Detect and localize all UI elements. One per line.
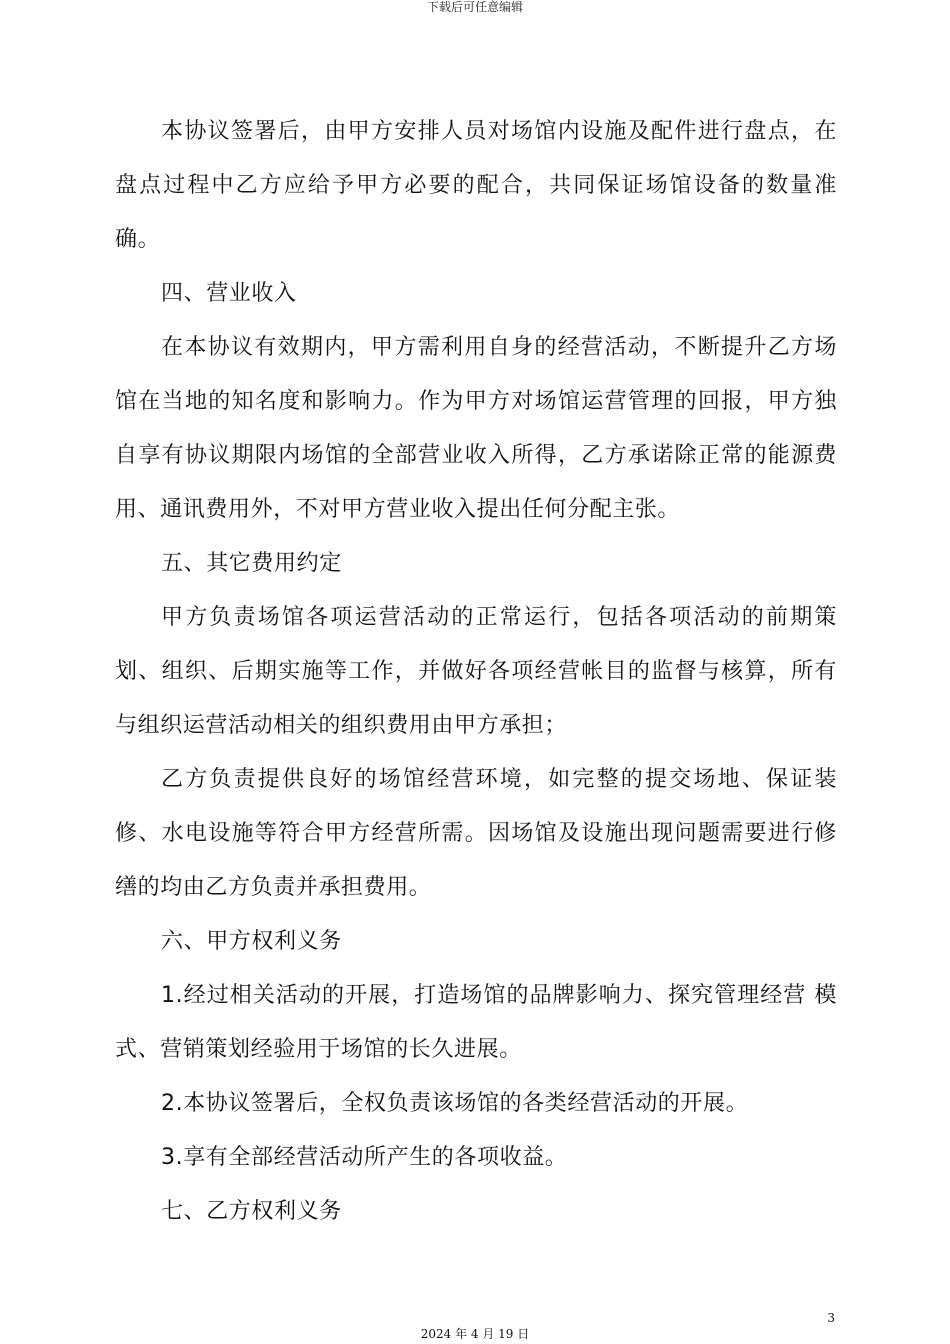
list-item-party-a-1: 1.经过相关活动的开展，打造场馆的品牌影响力、探究管理经营 模式、营销策划经验用于场馆的长久进展。 xyxy=(115,983,837,1062)
paragraph-party-a-fees: 甲方负责场馆各项运营活动的正常运行，包括各项活动的前期策划、组织、后期实施等工作，并做好各项经营帐目的监督与核算，所有与组织运营活动相关的组织费用由甲方承担； xyxy=(115,605,837,738)
list-item-party-a-3: 3.享有全部经营活动所产生的各项收益。 xyxy=(161,1145,568,1170)
list-item-party-a-2: 2.本协议签署后，全权负责该场馆的各类经营活动的开展。 xyxy=(161,1091,749,1116)
paragraph-revenue: 在本协议有效期内，甲方需利用自身的经营活动，不断提升乙方场馆在当地的知名度和影响力。作为甲方对场馆运营管理的回报，甲方独自享有协议期限内场馆的全部营业收入所得，乙方承诺除正常的能源费用、通讯费用外，不对甲方营业收入提出任何分配主张。 xyxy=(115,335,837,522)
paragraph-inventory: 本协议签署后，由甲方安排人员对场馆内设施及配件进行盘点，在盘点过程中乙方应给予甲方必要的配合，共同保证场馆设备的数量准确。 xyxy=(115,119,837,252)
section-heading-party-b-rights: 七、乙方权利义务 xyxy=(161,1199,342,1224)
header-note: 下载后可任意编辑 xyxy=(426,0,523,14)
document-body xyxy=(115,105,837,1239)
footer-date: 2024 年 4 月 19 日 xyxy=(420,1327,530,1341)
section-heading-revenue: 四、营业收入 xyxy=(161,281,297,306)
paragraph-party-b-fees: 乙方负责提供良好的场馆经营环境，如完整的提交场地、保证装修、水电设施等符合甲方经营所需。因场馆及设施出现问题需要进行修缮的均由乙方负责并承担费用。 xyxy=(115,767,837,900)
section-heading-party-a-rights: 六、甲方权利义务 xyxy=(161,929,342,954)
section-heading-other-fees: 五、其它费用约定 xyxy=(161,551,342,576)
page-number: 3 xyxy=(827,1311,835,1325)
